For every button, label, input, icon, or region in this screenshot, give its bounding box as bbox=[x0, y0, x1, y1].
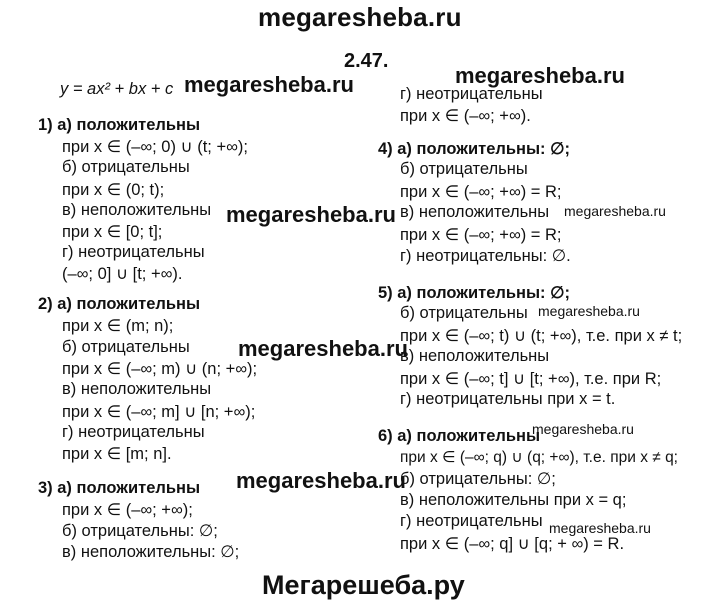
watermark: megaresheba.ru bbox=[184, 72, 354, 97]
problem-number: 2.47. bbox=[344, 50, 389, 72]
answer-line: при x ∈ (–∞; +∞). bbox=[400, 107, 531, 125]
watermark: megaresheba.ru bbox=[226, 202, 396, 227]
answer-line: в) неположительны при x = q; bbox=[400, 491, 627, 509]
answer-line: при x ∈ (–∞; m) ∪ (n; +∞); bbox=[62, 360, 258, 378]
answer-line: 1) а) положительны bbox=[38, 116, 201, 134]
watermark: megaresheba.ru bbox=[236, 468, 406, 493]
answer-line: 3) а) положительны bbox=[38, 479, 201, 497]
answer-line: б) отрицательны: ∅; bbox=[62, 522, 218, 540]
answer-line: в) неположительны bbox=[62, 201, 212, 219]
watermark-footer: Мегарешеба.ру bbox=[262, 570, 465, 600]
answer-line: г) неотрицательны bbox=[62, 423, 205, 441]
answer-line: г) неотрицательны при x = t. bbox=[400, 390, 616, 408]
watermark: megaresheba.ru bbox=[455, 63, 625, 88]
answer-line: при x ∈ (–∞; 0) ∪ (t; +∞); bbox=[62, 138, 248, 156]
answer-line: (–∞; 0] ∪ [t; +∞). bbox=[62, 265, 183, 283]
formula: y = ax² + bx + c bbox=[60, 80, 174, 98]
answer-line: б) отрицательны bbox=[62, 338, 190, 356]
answer-line: в) неположительны bbox=[400, 347, 550, 365]
watermark: megaresheba.ru bbox=[238, 336, 408, 361]
answer-line: б) отрицательны bbox=[400, 304, 528, 322]
answer-line: 2) а) положительны bbox=[38, 295, 201, 313]
answer-line: в) неположительны: ∅; bbox=[62, 543, 240, 561]
answer-line: г) неотрицательны: ∅. bbox=[400, 247, 571, 265]
answer-line: б) отрицательны bbox=[400, 160, 528, 178]
answer-line: при x ∈ (–∞; +∞) = R; bbox=[400, 183, 562, 201]
watermark-small: megaresheba.ru bbox=[564, 203, 666, 219]
answer-line: при x ∈ (m; n); bbox=[62, 317, 174, 335]
watermark-top: megaresheba.ru bbox=[258, 2, 462, 32]
answer-line: при x ∈ (–∞; m] ∪ [n; +∞); bbox=[62, 403, 256, 421]
answer-line: в) неположительны bbox=[62, 380, 212, 398]
answer-line: г) неотрицательны bbox=[400, 512, 543, 530]
answer-line: 6) а) положительны bbox=[378, 427, 541, 445]
answer-line: при x ∈ (–∞; +∞); bbox=[62, 501, 193, 519]
answer-line: г) неотрицательны bbox=[62, 243, 205, 261]
answer-line: 5) а) положительны: ∅; bbox=[378, 284, 570, 302]
answer-line: при x ∈ [m; n]. bbox=[62, 445, 172, 463]
answer-line: при x ∈ (–∞; +∞) = R; bbox=[400, 226, 562, 244]
answer-line: б) отрицательны: ∅; bbox=[400, 470, 556, 488]
watermark-small: megaresheba.ru bbox=[538, 303, 640, 319]
answer-line: г) неотрицательны bbox=[400, 85, 543, 103]
answer-line: при x ∈ (0; t); bbox=[62, 181, 165, 199]
answer-line: при x ∈ (–∞; q) ∪ (q; +∞), т.е. при x ≠ q; bbox=[400, 449, 678, 466]
answer-line: 4) а) положительны: ∅; bbox=[378, 140, 570, 158]
watermark-small: megaresheba.ru bbox=[549, 520, 651, 536]
answer-line: при x ∈ (–∞; t) ∪ (t; +∞), т.е. при x ≠ t; bbox=[400, 327, 683, 345]
answer-line: б) отрицательны bbox=[62, 158, 190, 176]
watermark-small: megaresheba.ru bbox=[532, 421, 634, 437]
answer-line: при x ∈ [0; t]; bbox=[62, 223, 163, 241]
answer-line: в) неположительны bbox=[400, 203, 550, 221]
answer-line: при x ∈ (–∞; t] ∪ [t; +∞), т.е. при R; bbox=[400, 370, 662, 388]
answer-line: при x ∈ (–∞; q] ∪ [q; + ∞) = R. bbox=[400, 535, 625, 553]
